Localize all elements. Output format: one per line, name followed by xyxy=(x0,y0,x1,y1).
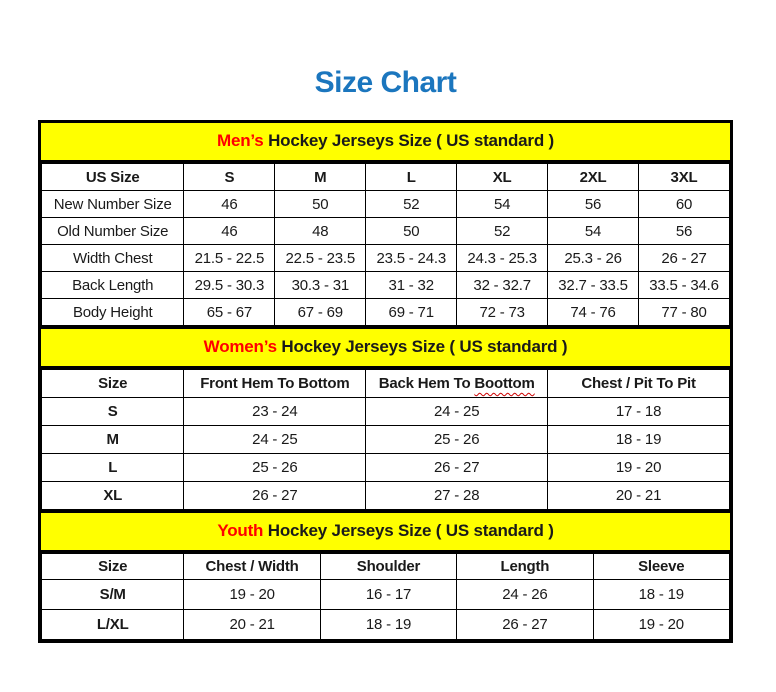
value-cell: 65 - 67 xyxy=(184,299,275,326)
table-row xyxy=(42,482,730,510)
column-header-text: Back Hem To xyxy=(378,375,475,392)
value-cell: 32.7 - 33.5 xyxy=(548,272,639,299)
value-cell: 20 - 21 xyxy=(184,610,320,640)
mens-band-highlight: Men’s xyxy=(217,131,264,150)
column-header: Shoulder xyxy=(320,554,456,580)
section-womens xyxy=(41,326,730,510)
value-cell: 24.3 - 25.3 xyxy=(457,245,548,272)
value-cell: 18 - 19 xyxy=(548,426,730,454)
youth-band-highlight: Youth xyxy=(217,521,264,540)
header-row xyxy=(42,164,730,191)
value-cell: 17 - 18 xyxy=(548,398,730,426)
value-cell: 21.5 - 22.5 xyxy=(184,245,275,272)
value-cell: 25 - 26 xyxy=(366,426,548,454)
column-header xyxy=(366,370,548,398)
table-row xyxy=(42,272,730,299)
value-cell: 18 - 19 xyxy=(320,610,456,640)
row-label: Old Number Size xyxy=(42,218,184,245)
row-label: Width Chest xyxy=(42,245,184,272)
value-cell: 22.5 - 23.5 xyxy=(275,245,366,272)
value-cell: 77 - 80 xyxy=(639,299,730,326)
value-cell: 30.3 - 31 xyxy=(275,272,366,299)
value-cell: 46 xyxy=(184,191,275,218)
column-header: M xyxy=(275,164,366,191)
value-cell: 52 xyxy=(457,218,548,245)
row-label: S xyxy=(42,398,184,426)
size-chart-table xyxy=(38,120,733,643)
value-cell: 26 - 27 xyxy=(366,454,548,482)
value-cell: 23.5 - 24.3 xyxy=(366,245,457,272)
table-row xyxy=(42,191,730,218)
youth-size-table xyxy=(41,553,730,640)
value-cell: 26 - 27 xyxy=(639,245,730,272)
value-cell: 46 xyxy=(184,218,275,245)
value-cell: 20 - 21 xyxy=(548,482,730,510)
table-row xyxy=(42,426,730,454)
column-header: Chest / Pit To Pit xyxy=(548,370,730,398)
value-cell: 72 - 73 xyxy=(457,299,548,326)
column-header: Size xyxy=(42,554,184,580)
womens-band-highlight: Women’s xyxy=(203,337,277,356)
table-row xyxy=(42,245,730,272)
row-label: L/XL xyxy=(42,610,184,640)
misspelled-word: Boottom xyxy=(474,375,535,392)
womens-section-band xyxy=(41,326,730,369)
column-header: Front Hem To Bottom xyxy=(184,370,366,398)
value-cell: 25 - 26 xyxy=(184,454,366,482)
value-cell: 74 - 76 xyxy=(548,299,639,326)
table-row xyxy=(42,398,730,426)
section-mens xyxy=(41,123,730,326)
column-header: Length xyxy=(457,554,593,580)
value-cell: 69 - 71 xyxy=(366,299,457,326)
column-header: L xyxy=(366,164,457,191)
table-row xyxy=(42,610,730,640)
mens-section-band xyxy=(41,123,730,163)
mens-band-text: Hockey Jerseys Size ( US standard ) xyxy=(263,131,554,150)
page-title: Size Chart xyxy=(314,66,457,99)
youth-section-band xyxy=(41,510,730,553)
header-row xyxy=(42,370,730,398)
value-cell: 16 - 17 xyxy=(320,580,456,610)
value-cell: 24 - 26 xyxy=(457,580,593,610)
column-header: Chest / Width xyxy=(184,554,320,580)
value-cell: 25.3 - 26 xyxy=(548,245,639,272)
table-row xyxy=(42,580,730,610)
column-header: XL xyxy=(457,164,548,191)
value-cell: 60 xyxy=(639,191,730,218)
column-header: US Size xyxy=(42,164,184,191)
row-label: L xyxy=(42,454,184,482)
womens-size-table xyxy=(41,369,730,510)
row-label: S/M xyxy=(42,580,184,610)
value-cell: 26 - 27 xyxy=(457,610,593,640)
value-cell: 48 xyxy=(275,218,366,245)
row-label: Back Length xyxy=(42,272,184,299)
value-cell: 29.5 - 30.3 xyxy=(184,272,275,299)
column-header: 2XL xyxy=(548,164,639,191)
value-cell: 50 xyxy=(275,191,366,218)
row-label: M xyxy=(42,426,184,454)
value-cell: 19 - 20 xyxy=(184,580,320,610)
value-cell: 33.5 - 34.6 xyxy=(639,272,730,299)
value-cell: 19 - 20 xyxy=(593,610,729,640)
row-label: New Number Size xyxy=(42,191,184,218)
mens-size-table xyxy=(41,163,730,326)
value-cell: 19 - 20 xyxy=(548,454,730,482)
value-cell: 67 - 69 xyxy=(275,299,366,326)
column-header: Size xyxy=(42,370,184,398)
table-row xyxy=(42,454,730,482)
value-cell: 23 - 24 xyxy=(184,398,366,426)
value-cell: 24 - 25 xyxy=(366,398,548,426)
value-cell: 24 - 25 xyxy=(184,426,366,454)
value-cell: 18 - 19 xyxy=(593,580,729,610)
column-header: S xyxy=(184,164,275,191)
table-row xyxy=(42,299,730,326)
value-cell: 32 - 32.7 xyxy=(457,272,548,299)
column-header: Sleeve xyxy=(593,554,729,580)
column-header: 3XL xyxy=(639,164,730,191)
row-label: Body Height xyxy=(42,299,184,326)
womens-band-text: Hockey Jerseys Size ( US standard ) xyxy=(276,337,568,356)
youth-band-text: Hockey Jerseys Size ( US standard ) xyxy=(263,521,554,540)
value-cell: 31 - 32 xyxy=(366,272,457,299)
value-cell: 26 - 27 xyxy=(184,482,366,510)
row-label: XL xyxy=(42,482,184,510)
value-cell: 52 xyxy=(366,191,457,218)
value-cell: 54 xyxy=(548,218,639,245)
value-cell: 56 xyxy=(548,191,639,218)
header-row xyxy=(42,554,730,580)
value-cell: 27 - 28 xyxy=(366,482,548,510)
value-cell: 54 xyxy=(457,191,548,218)
value-cell: 56 xyxy=(639,218,730,245)
table-row xyxy=(42,218,730,245)
value-cell: 50 xyxy=(366,218,457,245)
section-youth xyxy=(41,510,730,640)
